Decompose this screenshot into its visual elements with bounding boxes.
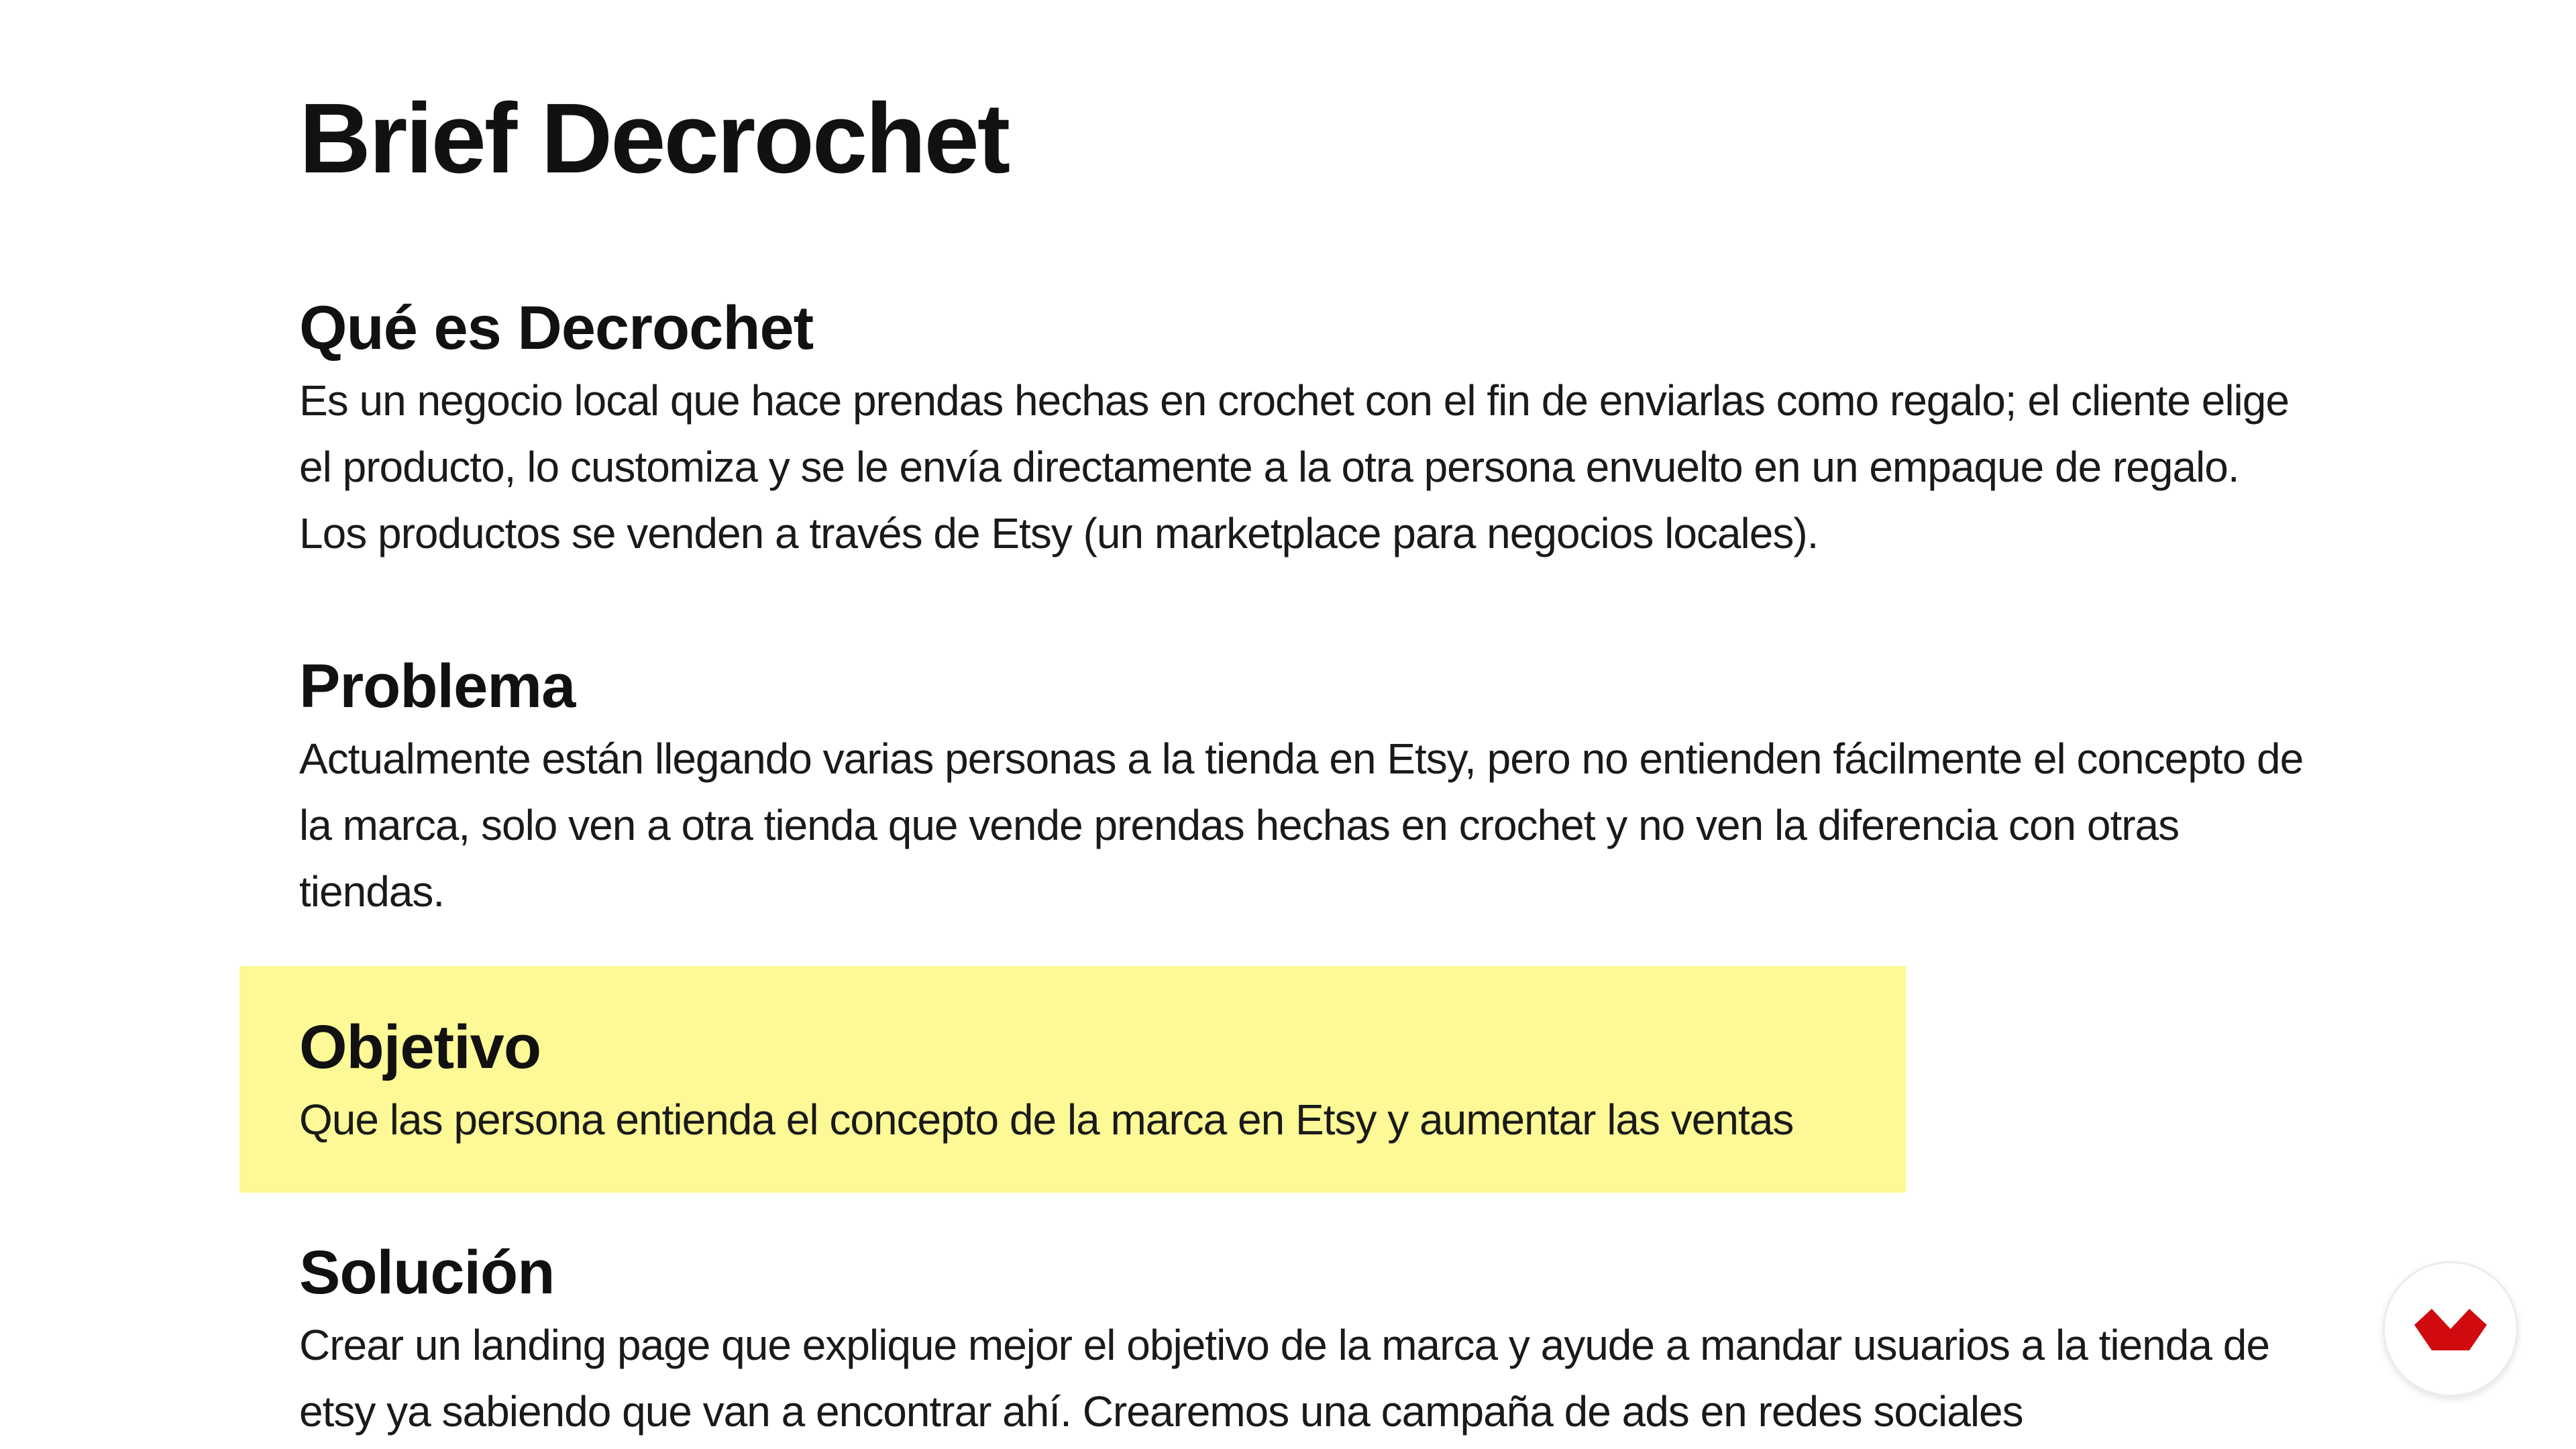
page-title: Brief Decrochet: [299, 83, 1009, 194]
logo-badge[interactable]: [2383, 1261, 2518, 1397]
section-body: Es un negocio local que hace prendas hechas en crochet con el fin de enviarlas como regalo; el cliente elige el producto, lo customiza y se le envía directamente a la otra persona envuelto en un empaque de regalo. Los productos se venden a través de Etsy (un marketplace para negocios locales).: [299, 376, 2289, 557]
section-heading: Qué es Decrochet: [299, 294, 814, 362]
section-problema: [299, 647, 2305, 925]
section-heading: Problema: [299, 652, 576, 720]
section-heading: Solución: [299, 1238, 555, 1307]
section-que-es: [299, 288, 2305, 567]
section-body: Crear un landing page que explique mejor el objetivo de la marca y ayude a mandar usuarios a la tienda de etsy ya sabiendo que van a encontrar ahí. Crearemos una campaña de ads en redes sociales: [299, 1321, 2269, 1436]
section-heading: Objetivo: [299, 1013, 541, 1081]
section-body: Que las persona entienda el concepto de la marca en Etsy y aumentar las ventas: [299, 1095, 1794, 1144]
section-body: Actualmente están llegando varias personas a la tienda en Etsy, pero no entienden fácilmente el concepto de la marca, solo ven a otra tienda que vende prendas hechas en crochet y no ven la diferencia con otras tiendas.: [299, 735, 2304, 916]
domestika-logo-icon: [2414, 1309, 2487, 1350]
section-objetivo: [299, 1008, 2305, 1153]
section-solucion: [299, 1233, 2305, 1445]
